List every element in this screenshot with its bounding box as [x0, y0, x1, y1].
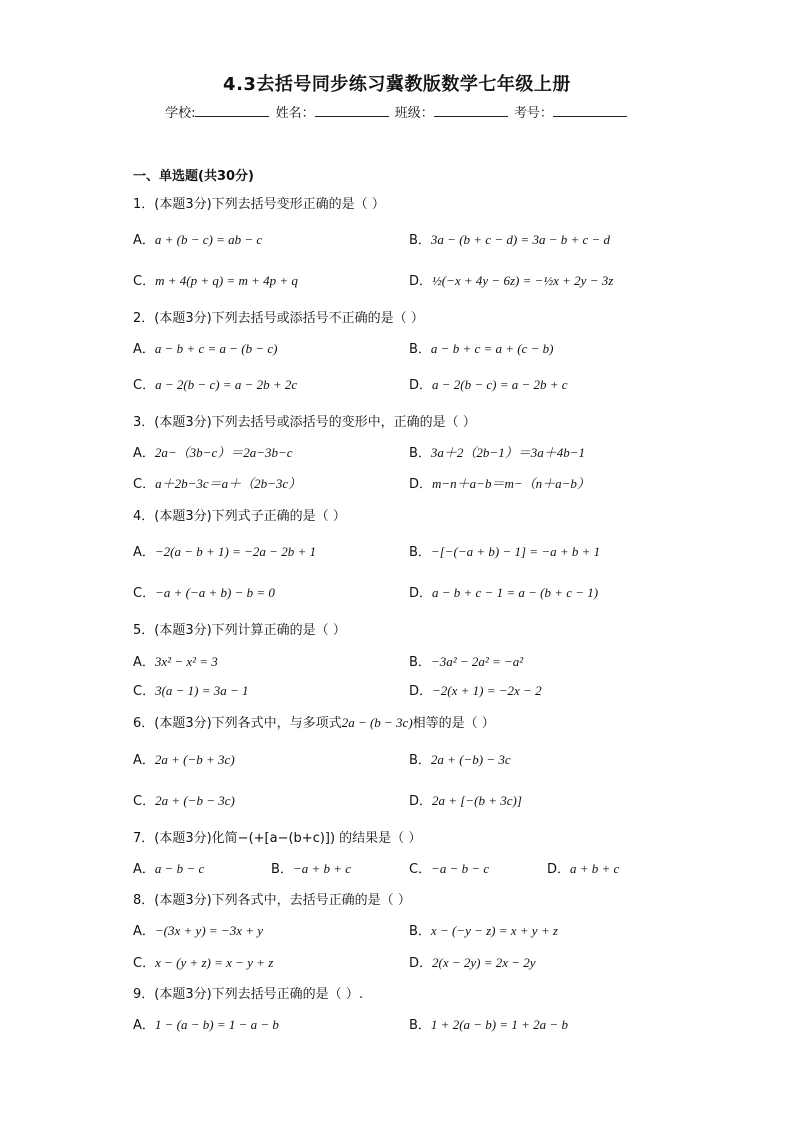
option-text: a − 2(b − c) = a − 2b + c	[432, 377, 568, 392]
id-blank[interactable]	[553, 104, 627, 117]
option-d[interactable]	[409, 270, 613, 289]
option-text: a − b + c = a − (b − c)	[154, 341, 278, 356]
option-letter: A．	[133, 753, 155, 768]
option-letter: B．	[409, 342, 431, 357]
option-text: a − b − c	[154, 861, 205, 876]
option-a[interactable]	[133, 229, 262, 248]
option-letter: A．	[133, 342, 155, 357]
option-b[interactable]	[409, 229, 610, 248]
option-d[interactable]	[409, 473, 590, 492]
option-letter: D．	[409, 378, 433, 393]
question-stem: 1．(本题3分)下列去括号变形正确的是（ ）	[133, 197, 385, 212]
option-text: m + 4(p + q) = m + 4p + q	[155, 273, 298, 288]
option-text: 3x² − x² = 3	[154, 654, 218, 669]
option-letter: B．	[409, 545, 431, 560]
option-a[interactable]	[133, 749, 235, 768]
option-text: m−n＋a−b＝m−（n＋a−b）	[432, 476, 590, 491]
option-text: 2(x − 2y) = 2x − 2y	[432, 955, 536, 970]
option-text: x − (−y − z) = x + y + z	[430, 923, 558, 938]
option-letter: C．	[409, 862, 432, 877]
question-stem: 4．(本题3分)下列式子正确的是（ ）	[133, 509, 346, 524]
option-text: 2a + (−b + 3c)	[154, 752, 235, 767]
option-d[interactable]	[409, 952, 536, 971]
option-text: a − b + c = a + (c − b)	[430, 341, 554, 356]
option-letter: C．	[133, 477, 156, 492]
class-label: 班级：	[394, 106, 434, 121]
option-c[interactable]	[133, 680, 249, 699]
option-text: −[−(−a + b) − 1] = −a + b + 1	[430, 544, 601, 559]
option-text: a − 2(b − c) = a − 2b + 2c	[155, 377, 298, 392]
option-letter: B．	[271, 862, 293, 877]
option-letter: A．	[133, 862, 155, 877]
option-letter: A．	[133, 924, 155, 939]
option-letter: B．	[409, 753, 431, 768]
option-c[interactable]	[133, 790, 235, 809]
option-letter: C．	[133, 378, 156, 393]
option-text: −2(a − b + 1) = −2a − 2b + 1	[154, 544, 316, 559]
option-text: 3(a − 1) = 3a − 1	[155, 683, 249, 698]
option-text: 1 + 2(a − b) = 1 + 2a − b	[430, 1017, 568, 1032]
option-text: x − (y + z) = x − y + z	[155, 955, 274, 970]
option-a[interactable]	[133, 1014, 279, 1033]
question-stem: 8．(本题3分)下列各式中，去括号正确的是（ ）	[133, 893, 411, 908]
option-letter: C．	[133, 586, 156, 601]
option-letter: D．	[409, 477, 433, 492]
option-text: 1 − (a − b) = 1 − a − b	[154, 1017, 279, 1032]
option-d[interactable]	[409, 374, 568, 393]
option-letter: A．	[133, 233, 155, 248]
option-d[interactable]	[409, 582, 598, 601]
option-c[interactable]	[133, 270, 298, 289]
option-letter: B．	[409, 1018, 431, 1033]
option-a[interactable]	[133, 442, 293, 461]
question-stem	[133, 712, 495, 731]
option-c[interactable]	[133, 473, 301, 492]
option-b[interactable]	[409, 541, 600, 560]
option-letter: D．	[409, 956, 433, 971]
option-d[interactable]	[409, 790, 522, 809]
option-letter: D．	[409, 274, 433, 289]
question-stem: 5．(本题3分)下列计算正确的是（ ）	[133, 623, 346, 638]
id-label: 考号：	[513, 106, 553, 121]
option-text: ½(−x + 4y − 6z) = −½x + 2y − 3z	[432, 273, 614, 288]
option-b[interactable]	[409, 1014, 568, 1033]
school-label: 学校:	[165, 106, 196, 121]
option-a[interactable]	[133, 920, 263, 939]
option-text: −(3x + y) = −3x + y	[154, 923, 264, 938]
option-b[interactable]	[409, 338, 553, 357]
option-text: 3a＋2（2b−1）＝3a＋4b−1	[430, 445, 585, 460]
option-b[interactable]	[409, 651, 523, 670]
option-text: −a + (−a + b) − b = 0	[155, 585, 275, 600]
option-letter: D．	[409, 684, 433, 699]
option-text: 2a + (−b) − 3c	[430, 752, 511, 767]
option-c[interactable]	[133, 582, 275, 601]
name-label: 姓名：	[275, 106, 315, 121]
option-a[interactable]	[133, 651, 218, 670]
option-letter: D．	[409, 586, 433, 601]
option-text: a + (b − c) = ab − c	[154, 232, 263, 247]
section-title: 一、单选题(共30分)	[133, 169, 254, 184]
option-c[interactable]	[133, 374, 297, 393]
option-text: −2(x + 1) = −2x − 2	[432, 683, 542, 698]
option-text: 3a − (b + c − d) = 3a − b + c − d	[430, 232, 611, 247]
option-text: 2a + (−b − 3c)	[155, 793, 235, 808]
stem-prefix: 6．(本题3分)下列各式中，与多项式	[133, 716, 342, 731]
school-blank[interactable]	[195, 104, 269, 117]
option-b[interactable]	[271, 858, 351, 877]
class-blank[interactable]	[434, 104, 508, 117]
option-b[interactable]	[409, 749, 511, 768]
student-info-line	[0, 102, 794, 121]
question-stem: 2．(本题3分)下列去括号或添括号不正确的是（ ）	[133, 311, 424, 326]
option-letter: B．	[409, 446, 431, 461]
option-text: 2a−（3b−c）＝2a−3b−c	[154, 445, 293, 460]
option-c[interactable]	[133, 952, 273, 971]
option-letter: A．	[133, 1018, 155, 1033]
option-a[interactable]	[133, 541, 316, 560]
option-text: a＋2b−3c＝a＋（2b−3c）	[155, 476, 302, 491]
option-text: 2a + [−(b + 3c)]	[432, 793, 522, 808]
question-stem: 9．(本题3分)下列去括号正确的是（ ）.	[133, 987, 363, 1002]
option-a[interactable]	[133, 858, 204, 877]
option-letter: C．	[133, 794, 156, 809]
option-letter: D．	[409, 794, 433, 809]
question-stem: 3．(本题3分)下列去括号或添括号的变形中，正确的是（ ）	[133, 415, 476, 430]
option-b[interactable]	[409, 442, 585, 461]
option-c[interactable]	[409, 858, 489, 877]
option-letter: D．	[547, 862, 571, 877]
page-title: 4.3去括号同步练习冀教版数学七年级上册	[223, 74, 571, 95]
option-d[interactable]	[409, 680, 542, 699]
option-d[interactable]	[547, 858, 619, 877]
option-letter: C．	[133, 956, 156, 971]
option-text: a + b + c	[570, 861, 620, 876]
option-text: −3a² − 2a² = −a²	[430, 654, 524, 669]
option-letter: A．	[133, 446, 155, 461]
stem-expression: 2a − (b − 3c)	[341, 715, 413, 730]
option-letter: C．	[133, 684, 156, 699]
question-stem: 7．(本题3分)化简−(+[a−(b+c)]) 的结果是（ ）	[133, 831, 422, 846]
option-letter: B．	[409, 924, 431, 939]
option-letter: B．	[409, 655, 431, 670]
stem-suffix: 相等的是（ ）	[412, 716, 495, 731]
option-text: a − b + c − 1 = a − (b + c − 1)	[432, 585, 599, 600]
option-b[interactable]	[409, 920, 558, 939]
option-text: −a + b + c	[292, 861, 352, 876]
option-letter: A．	[133, 655, 155, 670]
name-blank[interactable]	[315, 104, 389, 117]
option-letter: C．	[133, 274, 156, 289]
option-a[interactable]	[133, 338, 277, 357]
option-letter: B．	[409, 233, 431, 248]
option-text: −a − b − c	[431, 861, 490, 876]
option-letter: A．	[133, 545, 155, 560]
